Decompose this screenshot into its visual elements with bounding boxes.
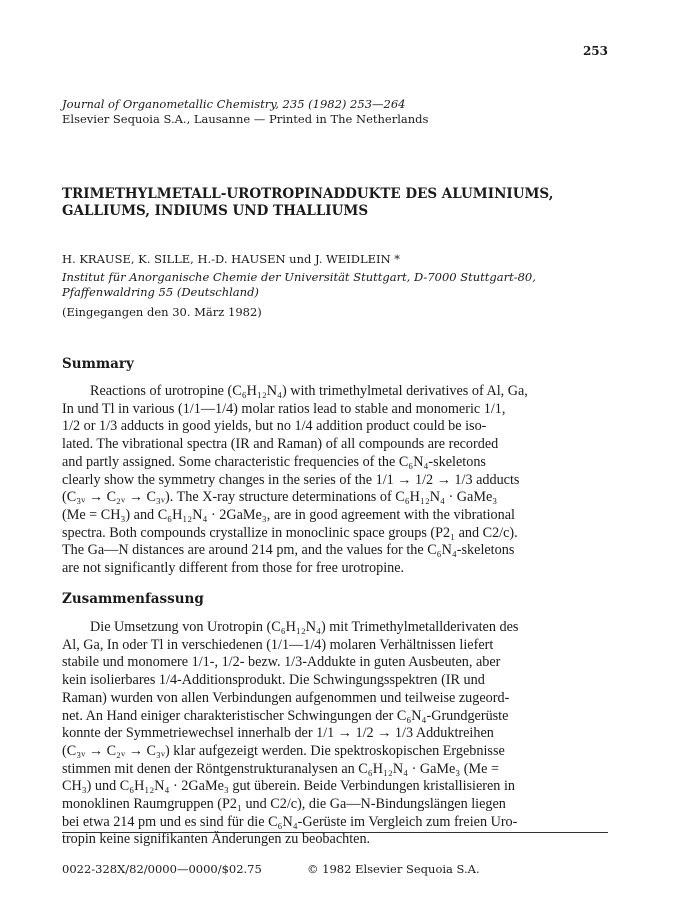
footer-code: 0022-328X/82/0000—0000/$02.75 [62, 862, 262, 876]
zusammenfassung-line: tropin keine signifikanten Änderungen zu beobachten. [62, 831, 371, 848]
zusammenfassung-line: monoklinen Raumgruppen (P2₁ und C2/c), die Ga—N-Bindungslängen liegen [62, 796, 506, 813]
title-line-2: GALLIUMS, INDIUMS UND THALLIUMS [62, 203, 369, 219]
zusammenfassung-line: Die Umsetzung von Urotropin (C₆H₁₂N₄) mit Trimethylmetallderivaten des [90, 619, 519, 635]
summary-line: In und Tl in various (1/1—1/4) molar ratios lead to stable and monomeric 1/1, [62, 400, 506, 417]
zusammenfassung-line: stabile und monomere 1/1-, 1/2- bezw. 1/3-Addukte in guten Ausbeuten, aber [62, 654, 501, 671]
zusammenfassung-line: (C₃ᵥ → C₂ᵥ → C₃ᵥ) klar aufgezeigt werden. Die spektroskopischen Ergebnisse [62, 742, 505, 759]
summary-line: and partly assigned. Some characteristic frequencies of the C₆N₄-skeletons [62, 453, 486, 470]
summary-line: clearly show the symmetry changes in the series of the 1/1 → 1/2 → 1/3 adducts [62, 471, 520, 488]
zusammenfassung-line: konnte der Symmetriewechsel innerhalb der 1/1 → 1/2 → 1/3 Adduktreihen [62, 725, 494, 742]
summary-line: Reactions of urotropine (C₆H₁₂N₄) with trimethylmetal derivatives of Al, Ga, [90, 383, 528, 399]
summary-paragraph [62, 383, 622, 578]
institute-line-2: Pfaffenwaldring 55 (Deutschland) [62, 285, 259, 299]
zusammenfassung-line: net. An Hand einiger charakteristischer Schwingungen der C₆N₄-Grundgerüste [62, 707, 509, 724]
summary-line: lated. The vibrational spectra (IR and Raman) of all compounds are recorded [62, 436, 499, 453]
zusammenfassung-line: Raman) wurden von allen Verbindungen aufgenommen und teilweise zugeord- [62, 689, 510, 706]
summary-line: (Me = CH₃) and C₆H₁₂N₄ · 2GaMe₃, are in good agreement with the vibrational [62, 506, 515, 523]
journal-citation: Journal of Organometallic Chemistry, 235 (1982) 253—264 [62, 97, 406, 111]
footer-divider [62, 832, 608, 833]
summary-line: spectra. Both compounds crystallize in monoclinic space groups (P2₁ and C2/c). [62, 524, 518, 541]
institute [62, 270, 622, 300]
received-date: (Eingegangen den 30. März 1982) [62, 305, 262, 319]
publisher-line: Elsevier Sequoia S.A., Lausanne — Printed in The Netherlands [62, 112, 429, 126]
summary-line: 1/2 or 1/3 adducts in good yields, but no 1/4 addition product could be iso- [62, 418, 487, 435]
zusammenfassung-line: bei etwa 214 pm und es sind für die C₆N₄-Gerüste im Vergleich zum freien Uro- [62, 813, 518, 830]
zusammenfassung-paragraph [62, 619, 622, 849]
zusammenfassung-heading: Zusammenfassung [62, 591, 204, 607]
article-title [62, 186, 622, 220]
footer-copyright: © 1982 Elsevier Sequoia S.A. [307, 862, 480, 876]
page-number: 253 [582, 44, 608, 58]
zusammenfassung-line: stimmen mit denen der Röntgenstrukturanalysen an C₆H₁₂N₄ · GaMe₃ (Me = [62, 760, 499, 777]
institute-line-1: Institut für Anorganische Chemie der Universität Stuttgart, D-7000 Stuttgart-80, [62, 270, 536, 284]
zusammenfassung-line: Al, Ga, In oder Tl in verschiedenen (1/1—1/4) molaren Verhältnissen liefert [62, 636, 494, 653]
zusammenfassung-line: CH₃) und C₆H₁₂N₄ · 2GaMe₃ gut überein. Beide Verbindungen kristallisieren in [62, 778, 515, 795]
summary-line: are not significantly different from those for free urotropine. [62, 560, 405, 577]
summary-line: (C₃ᵥ → C₂ᵥ → C₃ᵥ). The X-ray structure determinations of C₆H₁₂N₄ · GaMe₃ [62, 489, 498, 506]
summary-line: The Ga—N distances are around 214 pm, and the values for the C₆N₄-skeletons [62, 542, 515, 559]
zusammenfassung-line: kein isolierbares 1/4-Additionsprodukt. Die Schwingungsspektren (IR und [62, 672, 485, 689]
journal-info [62, 97, 428, 127]
title-line-1: TRIMETHYLMETALL-UROTROPINADDUKTE DES ALUMINIUMS, [62, 186, 554, 202]
authors: H. KRAUSE, K. SILLE, H.-D. HAUSEN und J. WEIDLEIN * [62, 252, 401, 266]
summary-heading: Summary [62, 356, 134, 372]
